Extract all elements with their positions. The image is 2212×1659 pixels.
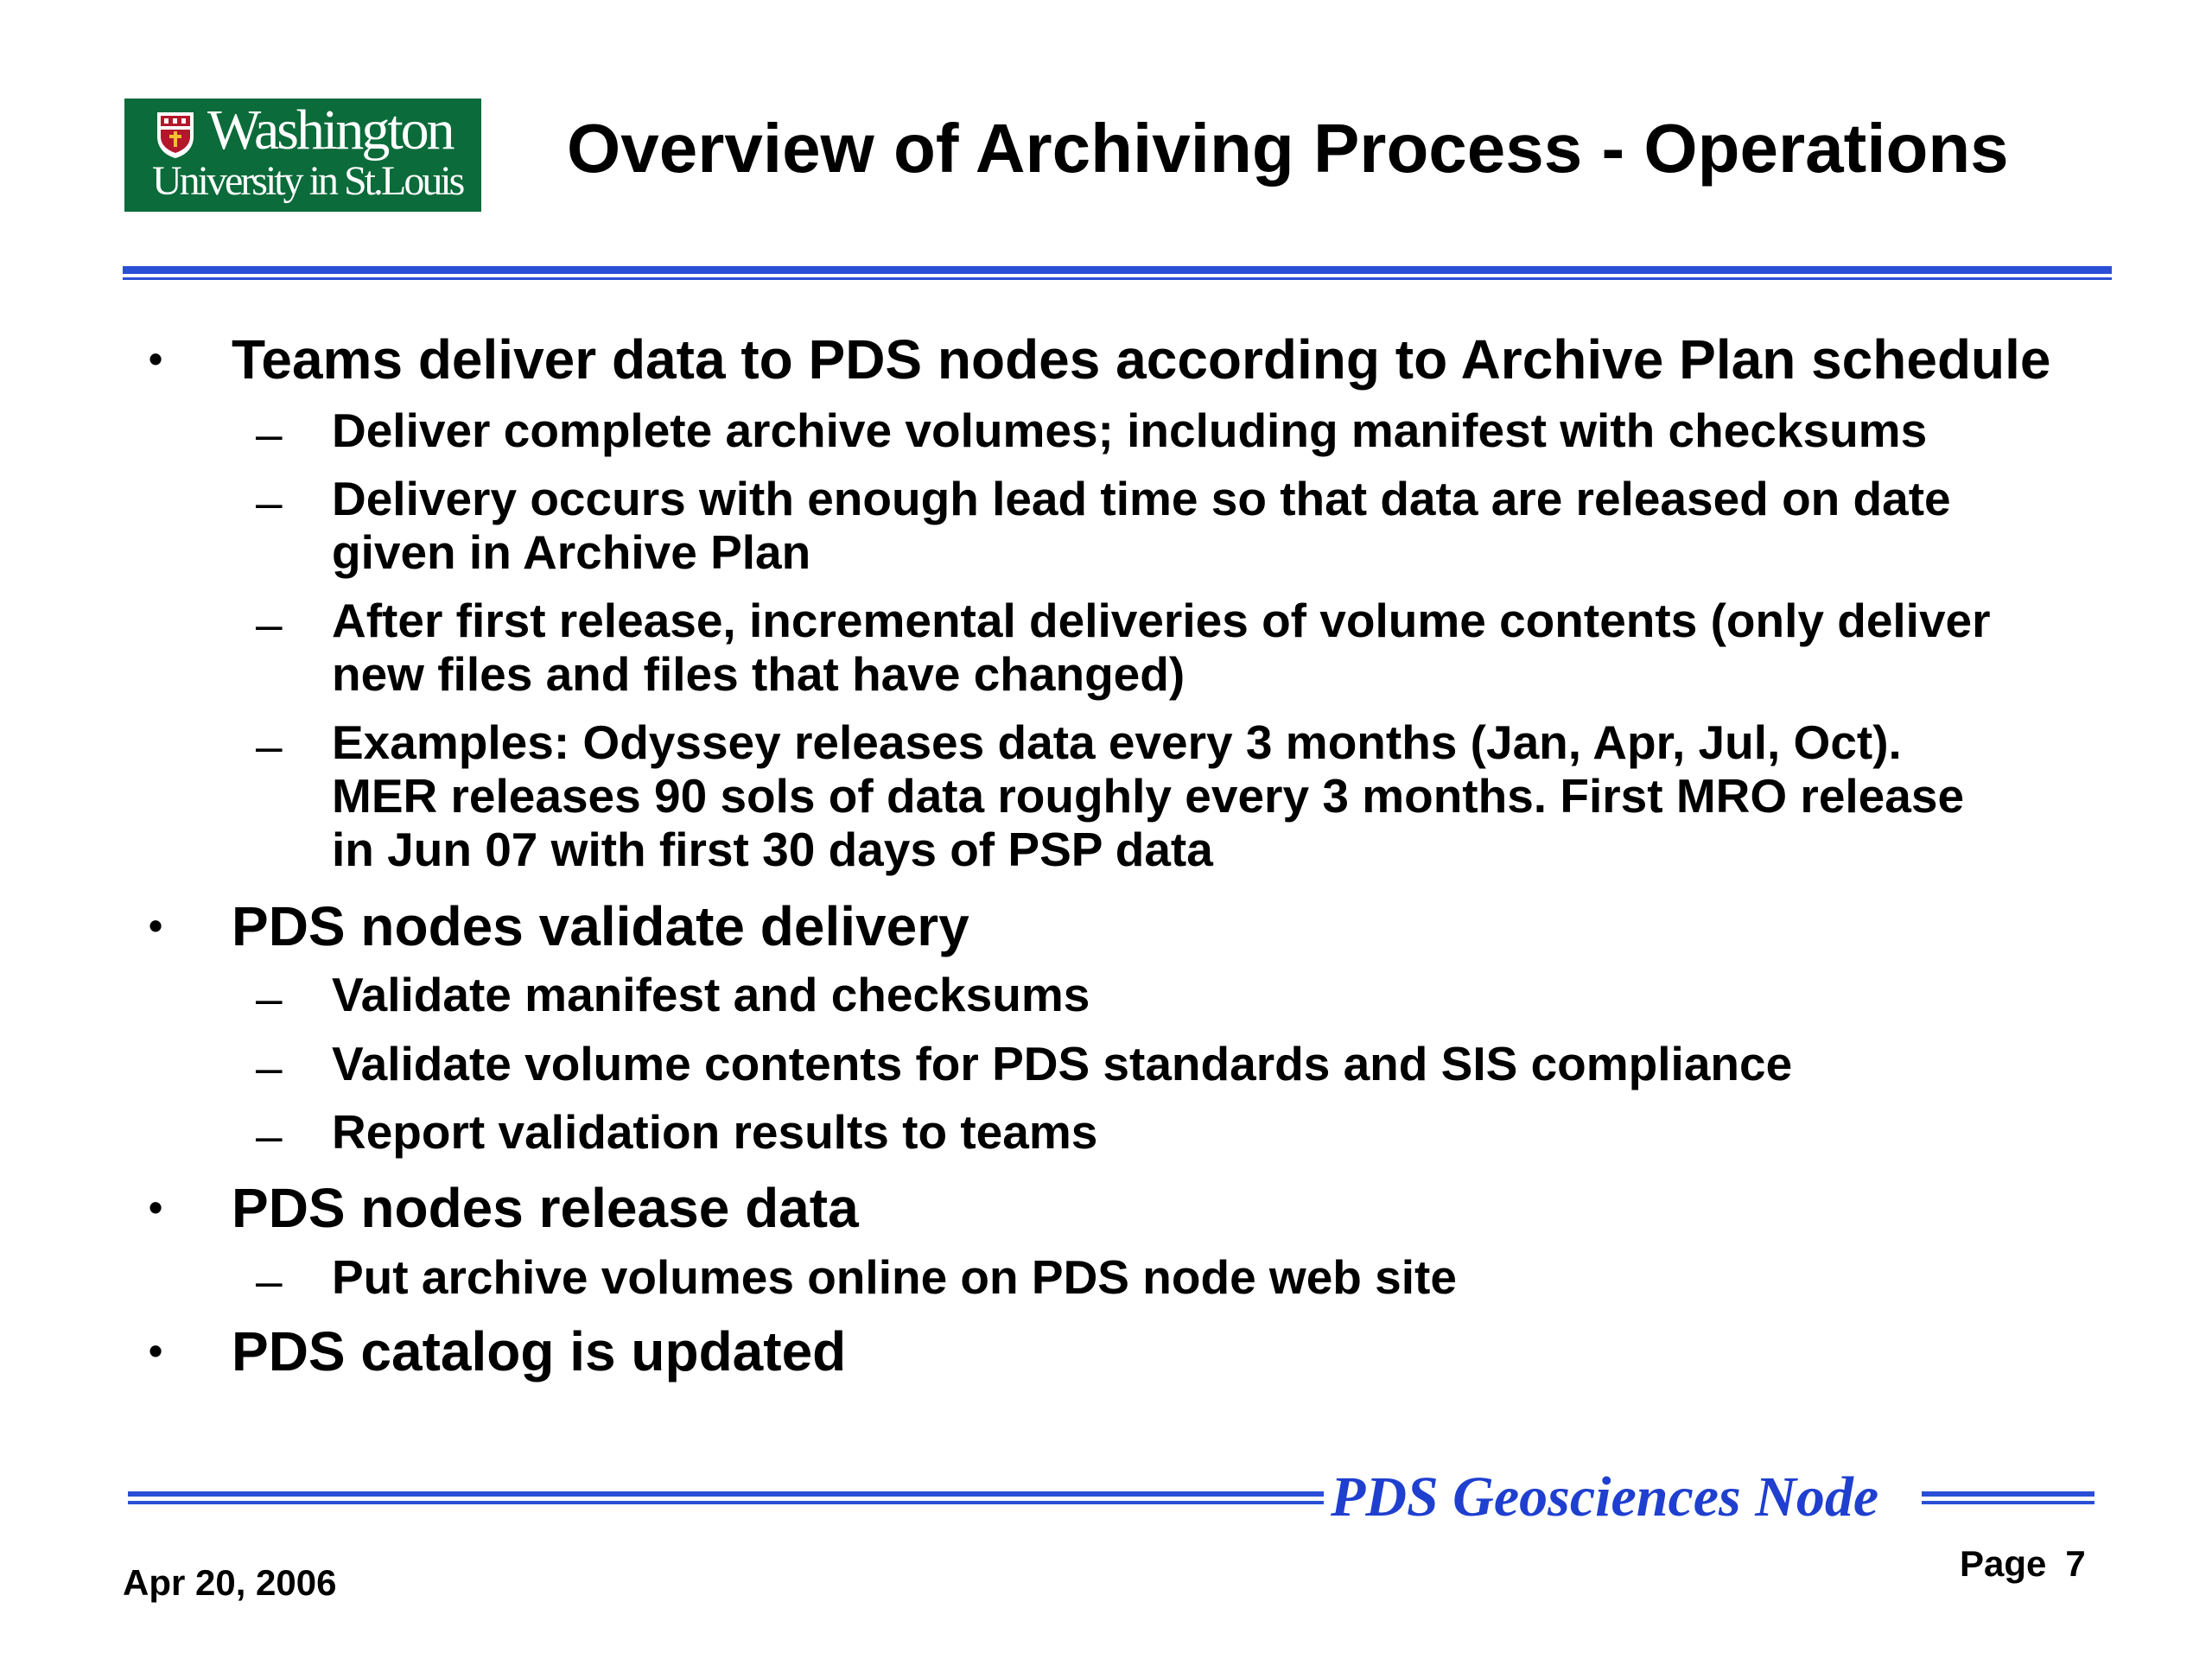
dash-icon: – [256, 407, 283, 461]
bullet-icon: • [149, 1328, 163, 1373]
sub-bullet-line: MER releases 90 sols of data roughly every 3 months. First MRO release [332, 769, 1965, 823]
page-indicator [1960, 1543, 2086, 1585]
sub-bullet-line: given in Archive Plan [332, 525, 811, 579]
page-label: Page [1960, 1543, 2047, 1584]
sub-bullet-line: Validate volume contents for PDS standards and SIS compliance [332, 1037, 1793, 1090]
dash-icon: – [256, 597, 283, 651]
sub-bullet-line: Delivery occurs with enough lead time so that data are released on date [332, 472, 1951, 525]
shield-icon [156, 111, 195, 159]
sub-bullet-line: Examples: Odyssey releases data every 3 months (Jan, Apr, Jul, Oct). [332, 715, 1902, 769]
sub-bullet-line: After first release, incremental deliveries of volume contents (only deliver [332, 594, 1991, 647]
dash-icon: – [256, 1109, 283, 1162]
header-divider [123, 266, 2112, 280]
dash-icon: – [256, 719, 283, 772]
sub-bullet-line: Deliver complete archive volumes; including manifest with checksums [332, 404, 1928, 457]
sub-bullet-line: Validate manifest and checksums [332, 968, 1090, 1021]
logo-university-text: University in St.Louis [152, 158, 463, 204]
footer-node-name: PDS Geosciences Node [1331, 1465, 1879, 1529]
bullet-item: PDS nodes release data [232, 1177, 859, 1239]
slide-title: Overview of Archiving Process - Operations [567, 110, 2009, 187]
logo-washington-text: Washington [207, 99, 453, 162]
sub-bullet-line: Put archive volumes online on PDS node web site [332, 1250, 1457, 1304]
footer-date: Apr 20, 2006 [123, 1562, 337, 1603]
footer-divider-right [1922, 1491, 2094, 1505]
bullet-icon: • [149, 336, 163, 381]
dash-icon: – [256, 475, 283, 529]
bullet-icon: • [149, 1185, 163, 1230]
page-number: 7 [2065, 1543, 2086, 1584]
university-logo [124, 99, 481, 212]
bullet-item: PDS nodes validate delivery [232, 895, 969, 957]
bullet-item: Teams deliver data to PDS nodes according to Archive Plan schedule [232, 328, 2051, 391]
dash-icon: – [256, 971, 283, 1025]
sub-bullet-line: Report validation results to teams [332, 1105, 1098, 1159]
sub-bullet-line: new files and files that have changed) [332, 647, 1185, 701]
sub-bullet-line: in Jun 07 with first 30 days of PSP data [332, 823, 1213, 876]
bullet-icon: • [149, 903, 163, 948]
dash-icon: – [256, 1254, 283, 1307]
dash-icon: – [256, 1040, 283, 1094]
bullet-item: PDS catalog is updated [232, 1320, 847, 1382]
footer-divider-left [128, 1491, 1324, 1505]
